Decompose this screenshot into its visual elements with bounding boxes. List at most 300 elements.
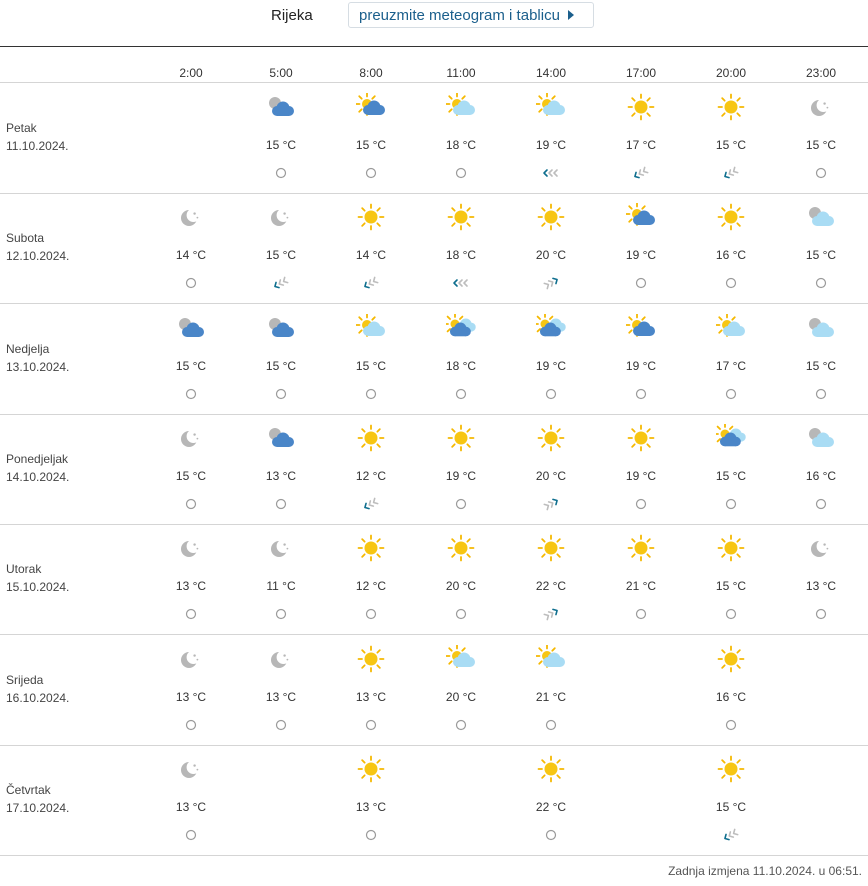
partly-cloudy-icon [356, 93, 386, 121]
forecast-cell[interactable] [151, 524, 231, 634]
sun-icon [536, 534, 566, 562]
calm-circle [637, 499, 646, 508]
wind-calm-icon [179, 717, 203, 733]
partly-cloudy-light-icon [446, 645, 476, 673]
forecast-cell[interactable] [511, 635, 591, 745]
chevron-light [554, 170, 557, 176]
calm-circle [277, 610, 286, 619]
forecast-cell[interactable] [241, 414, 321, 524]
temperature-value: 17 °C [625, 138, 657, 152]
wind-calm-icon [539, 717, 563, 733]
chevron-light [549, 170, 552, 176]
wind-calm-icon [719, 275, 743, 291]
wind-calm-icon [809, 386, 833, 402]
moon-shape [181, 652, 198, 668]
sun-shape [449, 425, 474, 450]
forecast-cell[interactable] [601, 524, 681, 634]
night-cloudy-icon [176, 314, 206, 342]
wind-chevron-group [723, 167, 737, 179]
day-name: Srijeda [6, 672, 44, 687]
calm-circle [187, 499, 196, 508]
forecast-cell[interactable] [691, 83, 771, 193]
moon-icon [176, 203, 206, 231]
calm-circle [547, 830, 556, 839]
day-date: 14.10.2024. [6, 469, 70, 484]
sun-icon [626, 424, 656, 452]
night-cloudy-light-icon [806, 203, 836, 231]
wind-calm-icon [809, 275, 833, 291]
calm-circle [277, 499, 286, 508]
temperature-value: 15 °C [805, 358, 837, 373]
forecast-cell[interactable] [331, 83, 411, 193]
forecast-cell[interactable] [331, 304, 411, 414]
calm-circle [817, 389, 826, 398]
moon-shape [271, 541, 288, 557]
moon-shape [811, 541, 828, 557]
calm-circle [367, 720, 376, 729]
chevron-light [368, 501, 374, 508]
forecast-cell[interactable] [781, 193, 861, 303]
partly-cloudy-light-icon [536, 93, 566, 121]
forecast-cell[interactable] [151, 635, 231, 745]
wind-direction-icon [539, 606, 563, 622]
sun-shape [539, 425, 564, 450]
day-date: 15.10.2024. [6, 580, 70, 595]
wind-chevrons [544, 498, 558, 510]
calm-circle [367, 610, 376, 619]
moon-shape [181, 431, 198, 447]
wind-calm-icon [269, 165, 293, 181]
wind-chevron-group [363, 498, 377, 510]
wind-direction-icon [269, 275, 293, 291]
forecast-cell[interactable] [151, 304, 231, 414]
forecast-cell[interactable] [331, 524, 411, 634]
wind-chevrons [363, 498, 377, 510]
wind-calm-icon [809, 496, 833, 512]
moon-shape [181, 541, 198, 557]
temperature-value: 13 °C [265, 689, 297, 704]
temperature-value: 12 °C [355, 579, 387, 594]
chevron-light [372, 498, 378, 505]
sun-shape [359, 756, 384, 781]
chevron-light [459, 280, 462, 286]
day-date: 13.10.2024. [6, 359, 70, 374]
forecast-cell[interactable] [421, 635, 501, 745]
wind-chevrons [363, 278, 377, 290]
sun-shape [629, 425, 654, 450]
temperature-value: 13 °C [175, 799, 207, 814]
sun-shape [539, 756, 564, 781]
hour-label: 17:00 [625, 66, 657, 80]
chevron-light [544, 503, 550, 510]
wind-chevrons [723, 167, 737, 179]
sun-shape [359, 646, 384, 671]
forecast-cell[interactable] [691, 635, 771, 745]
calm-circle [727, 279, 736, 288]
forecast-cell[interactable] [331, 635, 411, 745]
forecast-cell[interactable] [691, 745, 771, 855]
forecast-cell[interactable] [421, 83, 501, 193]
wind-calm-icon [449, 606, 473, 622]
temperature-value: 21 °C [625, 579, 657, 594]
download-meteogram-label: preuzmite meteogram i tablicu [359, 6, 560, 24]
wind-calm-icon [719, 717, 743, 733]
forecast-cell[interactable] [331, 414, 411, 524]
temperature-value: 21 °C [535, 689, 567, 704]
wind-chevrons [723, 829, 737, 841]
temperature-value: 13 °C [355, 799, 387, 814]
day-name: Petak [6, 121, 37, 135]
moon-icon [266, 534, 296, 562]
header [0, 0, 868, 47]
chevron-accent [273, 283, 279, 290]
wind-calm-icon [719, 496, 743, 512]
forecast-cell[interactable] [241, 304, 321, 414]
partly-cloudy-light-icon [446, 93, 476, 121]
temperature-value: 14 °C [175, 248, 207, 263]
temperature-value: 18 °C [445, 358, 477, 373]
wind-direction-icon [449, 275, 473, 291]
forecast-cell[interactable] [691, 414, 771, 524]
hour-label: 11:00 [446, 66, 476, 80]
forecast-cell[interactable] [151, 193, 231, 303]
temperature-value: 15 °C [715, 799, 747, 814]
moon-icon [176, 424, 206, 452]
forecast-cell[interactable] [511, 745, 591, 855]
chevron-light [372, 278, 378, 285]
temperature-value: 15 °C [805, 138, 837, 152]
moon-shape [181, 762, 198, 778]
sun-icon [716, 755, 746, 783]
day-date: 11.10.2024. [6, 139, 69, 153]
wind-calm-icon [269, 717, 293, 733]
sun-shape [359, 536, 384, 561]
hours-header-row [0, 46, 868, 83]
forecast-cell[interactable] [421, 524, 501, 634]
calm-circle [727, 610, 736, 619]
sun-shape [629, 536, 654, 561]
chevron-light [544, 282, 550, 289]
wind-calm-icon [629, 275, 653, 291]
wind-calm-icon [359, 717, 383, 733]
wind-calm-icon [449, 165, 473, 181]
day-label [6, 560, 69, 596]
sun-icon [356, 645, 386, 673]
wind-chevron-group [723, 829, 737, 841]
wind-direction-icon [539, 165, 563, 181]
cloudy-mixed-icon [536, 314, 566, 342]
sun-icon [356, 755, 386, 783]
temperature-value: 16 °C [715, 689, 747, 704]
temperature-value: 20 °C [445, 579, 477, 594]
chevron-light [549, 500, 555, 507]
temperature-value: 15 °C [355, 358, 387, 373]
night-cloudy-icon [266, 314, 296, 342]
temperature-value: 15 °C [265, 138, 297, 152]
forecast-cell[interactable] [601, 83, 681, 193]
moon-icon [176, 755, 206, 783]
temperature-value: 20 °C [535, 468, 567, 483]
day-label [6, 229, 69, 265]
sun-icon [626, 534, 656, 562]
chevron-light [638, 170, 644, 177]
sun-icon [356, 424, 386, 452]
chevron-accent [363, 283, 369, 290]
wind-calm-icon [809, 606, 833, 622]
chevron-accent [553, 277, 559, 284]
temperature-value: 15 °C [175, 468, 207, 483]
day-row [0, 635, 868, 746]
moon-icon [806, 534, 836, 562]
day-name: Ponedjeljak [6, 451, 69, 466]
day-name: Utorak [6, 562, 42, 577]
city-name: Rijeka [271, 7, 313, 24]
calm-circle [817, 499, 826, 508]
wind-calm-icon [179, 827, 203, 843]
forecast-cell[interactable] [601, 193, 681, 303]
sun-icon [536, 424, 566, 452]
wind-chevron-group [544, 608, 558, 620]
partly-cloudy-icon [626, 203, 656, 231]
calm-circle [637, 389, 646, 398]
partly-cloudy-light-icon [536, 645, 566, 673]
sun-icon [536, 755, 566, 783]
forecast-cell[interactable] [781, 83, 861, 193]
moon-icon [176, 645, 206, 673]
moon-icon [806, 93, 836, 121]
sun-icon [716, 93, 746, 121]
wind-direction-icon [719, 165, 743, 181]
day-row [0, 745, 868, 856]
forecast-cell[interactable] [241, 635, 321, 745]
calm-circle [457, 610, 466, 619]
caret-right-icon [568, 10, 574, 20]
temperature-value: 15 °C [715, 468, 747, 483]
forecast-cell[interactable] [781, 524, 861, 634]
chevron-light [549, 611, 555, 618]
wind-calm-icon [449, 386, 473, 402]
forecast-cell[interactable] [691, 304, 771, 414]
forecast-cell[interactable] [511, 304, 591, 414]
sun-shape [629, 95, 654, 120]
calm-circle [277, 720, 286, 729]
wind-chevron-group [544, 277, 558, 289]
temperature-value: 15 °C [805, 248, 837, 263]
forecast-cell[interactable] [151, 414, 231, 524]
wind-calm-icon [269, 386, 293, 402]
wind-chevrons [544, 608, 558, 620]
wind-calm-icon [629, 606, 653, 622]
chevron-light [732, 167, 738, 174]
day-row [0, 304, 868, 415]
temperature-value: 13 °C [805, 579, 837, 594]
night-cloudy-light-icon [806, 424, 836, 452]
moon-shape [181, 210, 198, 226]
day-row [0, 193, 868, 304]
temperature-value: 15 °C [175, 358, 207, 373]
moon-shape [811, 100, 828, 116]
sun-shape [719, 95, 744, 120]
chevron-light [728, 832, 734, 839]
temperature-value: 18 °C [445, 248, 477, 263]
chevron-accent [723, 172, 729, 179]
moon-icon [266, 203, 296, 231]
calm-circle [457, 389, 466, 398]
day-name: Nedjelja [6, 341, 50, 356]
calm-circle [367, 389, 376, 398]
forecast-cell[interactable] [601, 304, 681, 414]
calm-circle [547, 389, 556, 398]
forecast-cell[interactable] [511, 83, 591, 193]
calm-circle [457, 720, 466, 729]
forecast-cell[interactable] [781, 304, 861, 414]
wind-calm-icon [719, 386, 743, 402]
forecast-cell[interactable] [331, 745, 411, 855]
wind-calm-icon [629, 386, 653, 402]
wind-calm-icon [719, 606, 743, 622]
day-date: 12.10.2024. [6, 249, 70, 264]
wind-chevrons [544, 277, 558, 289]
forecast-cell[interactable] [511, 414, 591, 524]
forecast-cell[interactable] [691, 193, 771, 303]
sun-icon [716, 203, 746, 231]
temperature-value: 11 °C [266, 579, 296, 594]
wind-calm-icon [539, 386, 563, 402]
wind-calm-icon [179, 496, 203, 512]
sun-shape [719, 536, 744, 561]
wind-chevron-group [544, 498, 558, 510]
sun-icon [446, 534, 476, 562]
hour-label: 5:00 [269, 66, 293, 80]
sun-shape [539, 536, 564, 561]
forecast-cell[interactable] [511, 193, 591, 303]
temperature-value: 17 °C [715, 358, 747, 373]
wind-chevrons [544, 170, 557, 176]
temperature-value: 19 °C [625, 468, 657, 483]
sun-icon [356, 203, 386, 231]
wind-direction-icon [359, 496, 383, 512]
forecast-cell[interactable] [421, 414, 501, 524]
temperature-value: 14 °C [355, 248, 387, 263]
wind-calm-icon [269, 606, 293, 622]
wind-calm-icon [539, 827, 563, 843]
night-cloudy-icon [266, 424, 296, 452]
wind-chevrons [454, 280, 467, 286]
chevron-light [732, 829, 738, 836]
temperature-value: 19 °C [445, 468, 477, 483]
day-label [6, 340, 69, 376]
calm-circle [277, 169, 286, 178]
calm-circle [637, 279, 646, 288]
chevron-light [544, 613, 550, 620]
calm-circle [817, 169, 826, 178]
hour-label: 2:00 [179, 66, 203, 80]
calm-circle [367, 830, 376, 839]
wind-chevrons [633, 167, 647, 179]
chevron-accent [454, 280, 457, 286]
chevron-accent [553, 608, 559, 615]
forecast-cell[interactable] [331, 193, 411, 303]
calm-circle [367, 169, 376, 178]
calm-circle [727, 499, 736, 508]
download-meteogram-button[interactable] [348, 2, 594, 28]
hour-label: 14:00 [535, 66, 567, 80]
wind-calm-icon [179, 386, 203, 402]
wind-calm-icon [179, 275, 203, 291]
partly-cloudy-light-icon [356, 314, 386, 342]
sun-shape [539, 205, 564, 230]
calm-circle [277, 389, 286, 398]
wind-calm-icon [359, 827, 383, 843]
calm-circle [187, 389, 196, 398]
temperature-value: 15 °C [355, 138, 387, 152]
day-name: Četvrtak [6, 782, 51, 797]
chevron-accent [544, 170, 547, 176]
forecast-cell[interactable] [151, 745, 231, 855]
forecast-cell[interactable] [241, 524, 321, 634]
cloudy-mixed-icon [716, 424, 746, 452]
wind-calm-icon [449, 717, 473, 733]
sun-icon [716, 534, 746, 562]
forecast-cell[interactable] [691, 524, 771, 634]
wind-direction-icon [719, 827, 743, 843]
forecast-cell[interactable] [421, 304, 501, 414]
forecast-cell[interactable] [601, 414, 681, 524]
wind-calm-icon [449, 496, 473, 512]
hour-label: 20:00 [715, 66, 747, 80]
temperature-value: 22 °C [535, 799, 567, 814]
wind-calm-icon [359, 386, 383, 402]
sun-icon [356, 534, 386, 562]
temperature-value: 15 °C [265, 358, 297, 373]
forecast-cell[interactable] [781, 414, 861, 524]
sun-shape [359, 425, 384, 450]
chevron-light [549, 280, 555, 287]
sun-shape [359, 205, 384, 230]
partly-cloudy-light-icon [716, 314, 746, 342]
chevron-light [464, 280, 467, 286]
forecast-cell[interactable] [421, 193, 501, 303]
sun-icon [716, 645, 746, 673]
sun-icon [626, 93, 656, 121]
wind-chevrons [273, 278, 287, 290]
calm-circle [817, 279, 826, 288]
wind-direction-icon [539, 275, 563, 291]
moon-icon [266, 645, 296, 673]
forecast-cell[interactable] [511, 524, 591, 634]
forecast-cell[interactable] [241, 83, 321, 193]
temperature-value: 22 °C [535, 579, 567, 594]
temperature-value: 19 °C [535, 358, 567, 373]
temperature-value: 19 °C [625, 358, 657, 373]
calm-circle [187, 830, 196, 839]
wind-chevron-group [363, 278, 377, 290]
temperature-value: 15 °C [265, 248, 297, 263]
moon-icon [176, 534, 206, 562]
chevron-accent [363, 503, 369, 510]
sun-shape [719, 205, 744, 230]
calm-circle [727, 389, 736, 398]
calm-circle [457, 499, 466, 508]
calm-circle [727, 720, 736, 729]
forecast-cell[interactable] [241, 193, 321, 303]
night-cloudy-icon [266, 93, 296, 121]
wind-direction-icon [539, 496, 563, 512]
temperature-value: 16 °C [715, 248, 747, 263]
wind-calm-icon [629, 496, 653, 512]
sun-shape [449, 205, 474, 230]
moon-shape [271, 210, 288, 226]
